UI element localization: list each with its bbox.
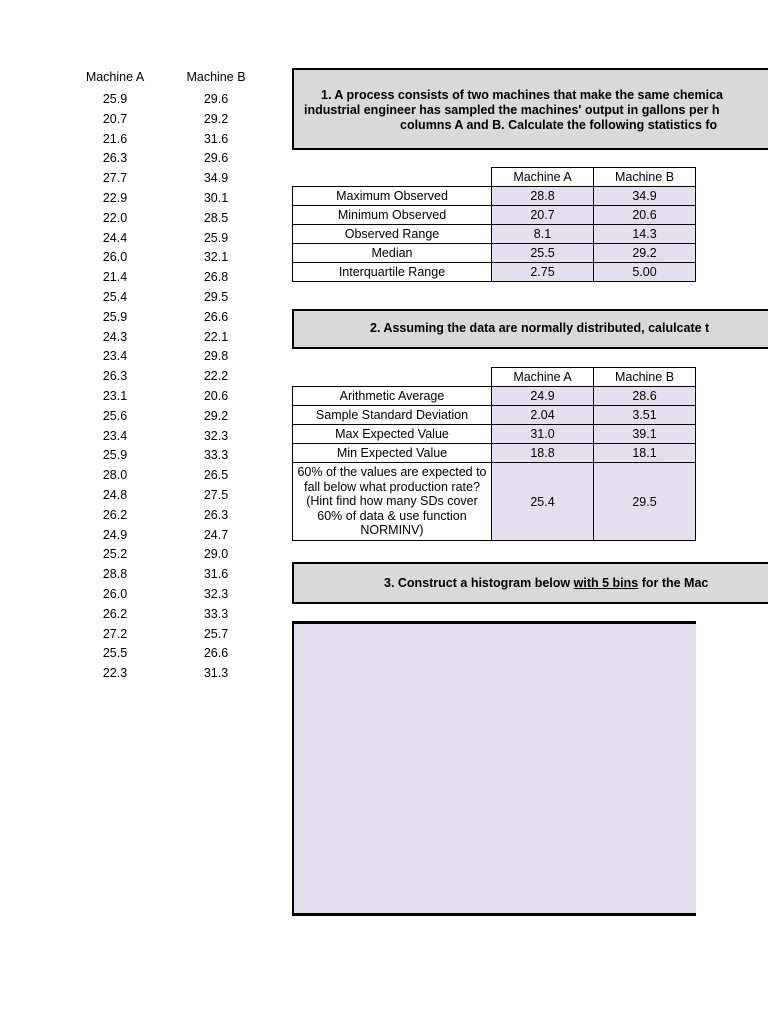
machine-b-data-cell[interactable]: 26.3 — [203, 507, 229, 522]
q2-row-label[interactable]: Sample Standard Deviation — [293, 406, 492, 425]
q2-row-label[interactable]: Max Expected Value — [293, 425, 492, 444]
machine-a-data-cell[interactable]: 22.3 — [102, 666, 128, 681]
machine-b-data-cell[interactable]: 32.3 — [203, 428, 229, 443]
machine-a-data-cell[interactable]: 21.4 — [102, 270, 128, 285]
machine-b-data-cell[interactable]: 25.7 — [203, 626, 229, 641]
machine-b-data-cell[interactable]: 34.9 — [203, 171, 229, 186]
q1-row-label[interactable]: Median — [293, 244, 492, 263]
q2-header-machine-a[interactable]: Machine A — [492, 368, 594, 387]
question-3-prefix: 3. Construct a histogram below — [384, 576, 574, 590]
machine-a-data-cell[interactable]: 24.4 — [102, 230, 128, 245]
machine-b-data-cell[interactable]: 22.2 — [203, 369, 229, 384]
q1-machine-b-value[interactable]: 29.2 — [594, 244, 696, 263]
machine-a-data-cell[interactable]: 28.8 — [102, 567, 128, 582]
machine-a-data-cell[interactable]: 24.8 — [102, 487, 128, 502]
q2-machine-b-value[interactable]: 3.51 — [594, 406, 696, 425]
q2-percentile-machine-a[interactable]: 25.4 — [492, 463, 594, 541]
q1-machine-a-value[interactable]: 25.5 — [492, 244, 594, 263]
q1-header-machine-b[interactable]: Machine B — [594, 168, 696, 187]
histogram-answer-area[interactable] — [292, 621, 696, 916]
machine-a-data-cell[interactable]: 25.9 — [102, 448, 128, 463]
question-1-line-1: 1. A process consists of two machines that make the same chemica — [321, 88, 724, 102]
machine-a-data-cell[interactable]: 22.0 — [102, 210, 128, 225]
machine-b-data-cell[interactable]: 33.3 — [203, 606, 229, 621]
machine-b-data-cell[interactable]: 26.6 — [203, 646, 229, 661]
machine-a-data-cell[interactable]: 26.3 — [102, 151, 128, 166]
machine-a-data-cell[interactable]: 23.4 — [102, 428, 128, 443]
q2-percentile-label[interactable]: 60% of the values are expected to fall below what production rate? (Hint find how many SDs cover 60% of data & use function NORMINV) — [293, 463, 492, 541]
q2-machine-b-value[interactable]: 18.1 — [594, 444, 696, 463]
machine-b-data-cell[interactable]: 26.5 — [203, 468, 229, 483]
q1-row-label[interactable]: Observed Range — [293, 225, 492, 244]
q2-row-label[interactable]: Min Expected Value — [293, 444, 492, 463]
q2-header-blank — [293, 368, 492, 387]
machine-b-data-cell[interactable]: 29.8 — [203, 349, 229, 364]
machine-b-data-cell[interactable]: 29.0 — [203, 547, 229, 562]
machine-a-data-cell[interactable]: 26.0 — [102, 586, 128, 601]
machine-a-data-cell[interactable]: 25.9 — [102, 309, 128, 324]
machine-a-data-cell[interactable]: 25.9 — [102, 92, 128, 106]
question-1-stats-table — [292, 167, 696, 282]
machine-b-data-cell[interactable]: 20.6 — [203, 388, 229, 403]
machine-a-data-cell[interactable]: 21.6 — [102, 131, 128, 146]
question-2-line-1: 2. Assuming the data are normally distributed, calulcate t — [370, 321, 710, 335]
question-1-line-3: columns A and B. Calculate the following statistics fo — [400, 118, 718, 132]
machine-a-data-cell[interactable]: 26.2 — [102, 606, 128, 621]
q2-percentile-machine-b[interactable]: 29.5 — [594, 463, 696, 541]
q1-machine-a-value[interactable]: 2.75 — [492, 263, 594, 282]
q2-machine-b-value[interactable]: 28.6 — [594, 387, 696, 406]
q1-header-machine-a[interactable]: Machine A — [492, 168, 594, 187]
question-3-banner[interactable] — [292, 562, 768, 604]
machine-a-data-cell[interactable]: 27.7 — [102, 171, 128, 186]
machine-b-data-cell[interactable]: 33.3 — [203, 448, 229, 463]
machine-a-data-cell[interactable]: 28.0 — [102, 468, 128, 483]
machine-a-data-cell[interactable]: 27.2 — [102, 626, 128, 641]
machine-a-data-cell[interactable]: 22.9 — [102, 190, 128, 205]
q2-machine-a-value[interactable]: 24.9 — [492, 387, 594, 406]
q2-header-machine-b[interactable]: Machine B — [594, 368, 696, 387]
q1-row-label[interactable]: Minimum Observed — [293, 206, 492, 225]
question-1-banner[interactable] — [292, 68, 768, 150]
machine-a-data-cell[interactable]: 26.3 — [102, 369, 128, 384]
question-1-line-2: industrial engineer has sampled the machines' output in gallons per h — [304, 103, 720, 117]
machine-b-data-cell[interactable]: 30.1 — [203, 190, 229, 205]
machine-a-data-cell[interactable]: 24.9 — [102, 527, 128, 542]
machine-b-data-column — [181, 90, 251, 684]
machine-b-data-cell[interactable]: 29.6 — [203, 92, 229, 106]
q2-row-label[interactable]: Arithmetic Average — [293, 387, 492, 406]
machine-b-column-header[interactable]: Machine B — [186, 70, 246, 84]
machine-b-data-cell[interactable]: 32.3 — [203, 586, 229, 601]
q1-header-blank — [293, 168, 492, 187]
machine-a-data-column — [80, 90, 150, 684]
machine-a-data-cell[interactable]: 23.1 — [102, 388, 128, 403]
question-2-stats-table — [292, 367, 696, 541]
machine-b-data-cell[interactable]: 26.6 — [203, 309, 229, 324]
q1-machine-b-value[interactable]: 14.3 — [594, 225, 696, 244]
question-2-banner[interactable] — [292, 309, 768, 349]
question-3-bins-emphasis: with 5 bins — [573, 576, 639, 590]
question-3-suffix: for the Mac — [638, 576, 709, 590]
machine-b-data-cell[interactable]: 29.2 — [203, 111, 229, 126]
machine-a-data-cell[interactable]: 25.5 — [102, 646, 128, 661]
machine-b-data-cell[interactable]: 22.1 — [203, 329, 229, 344]
q1-machine-b-value[interactable]: 20.6 — [594, 206, 696, 225]
machine-b-data-cell[interactable]: 26.8 — [203, 270, 229, 285]
machine-b-data-cell[interactable]: 31.6 — [203, 567, 229, 582]
machine-a-data-cell[interactable]: 23.4 — [102, 349, 128, 364]
machine-b-data-cell[interactable]: 31.3 — [203, 666, 229, 681]
machine-b-data-cell[interactable]: 29.5 — [203, 289, 229, 304]
machine-a-column-header[interactable]: Machine A — [85, 70, 145, 84]
machine-a-data-cell[interactable]: 25.6 — [102, 408, 128, 423]
machine-a-data-cell[interactable]: 25.4 — [102, 289, 128, 304]
q2-machine-a-value[interactable]: 2.04 — [492, 406, 594, 425]
machine-b-data-cell[interactable]: 29.6 — [203, 151, 229, 166]
q2-machine-a-value[interactable]: 18.8 — [492, 444, 594, 463]
machine-a-data-cell[interactable]: 26.0 — [102, 250, 128, 265]
machine-a-data-cell[interactable]: 24.3 — [102, 329, 128, 344]
machine-b-data-cell[interactable]: 27.5 — [203, 487, 229, 502]
q2-machine-a-value[interactable]: 31.0 — [492, 425, 594, 444]
machine-b-data-cell[interactable]: 28.5 — [203, 210, 229, 225]
machine-b-data-cell[interactable]: 29.2 — [203, 408, 229, 423]
q1-machine-a-value[interactable]: 8.1 — [492, 225, 594, 244]
q1-machine-b-value[interactable]: 34.9 — [594, 187, 696, 206]
machine-a-data-cell[interactable]: 25.2 — [102, 547, 128, 562]
q1-machine-b-value[interactable]: 5.00 — [594, 263, 696, 282]
machine-a-data-cell[interactable]: 26.2 — [102, 507, 128, 522]
question-3-line-1 — [294, 576, 768, 591]
machine-b-data-cell[interactable]: 32.1 — [203, 250, 229, 265]
q1-row-label[interactable]: Interquartile Range — [293, 263, 492, 282]
q1-machine-a-value[interactable]: 28.8 — [492, 187, 594, 206]
q1-machine-a-value[interactable]: 20.7 — [492, 206, 594, 225]
machine-b-data-cell[interactable]: 25.9 — [203, 230, 229, 245]
machine-b-data-cell[interactable]: 24.7 — [203, 527, 229, 542]
machine-b-data-cell[interactable]: 31.6 — [203, 131, 229, 146]
q1-row-label[interactable]: Maximum Observed — [293, 187, 492, 206]
q2-machine-b-value[interactable]: 39.1 — [594, 425, 696, 444]
machine-a-data-cell[interactable]: 20.7 — [102, 111, 128, 126]
